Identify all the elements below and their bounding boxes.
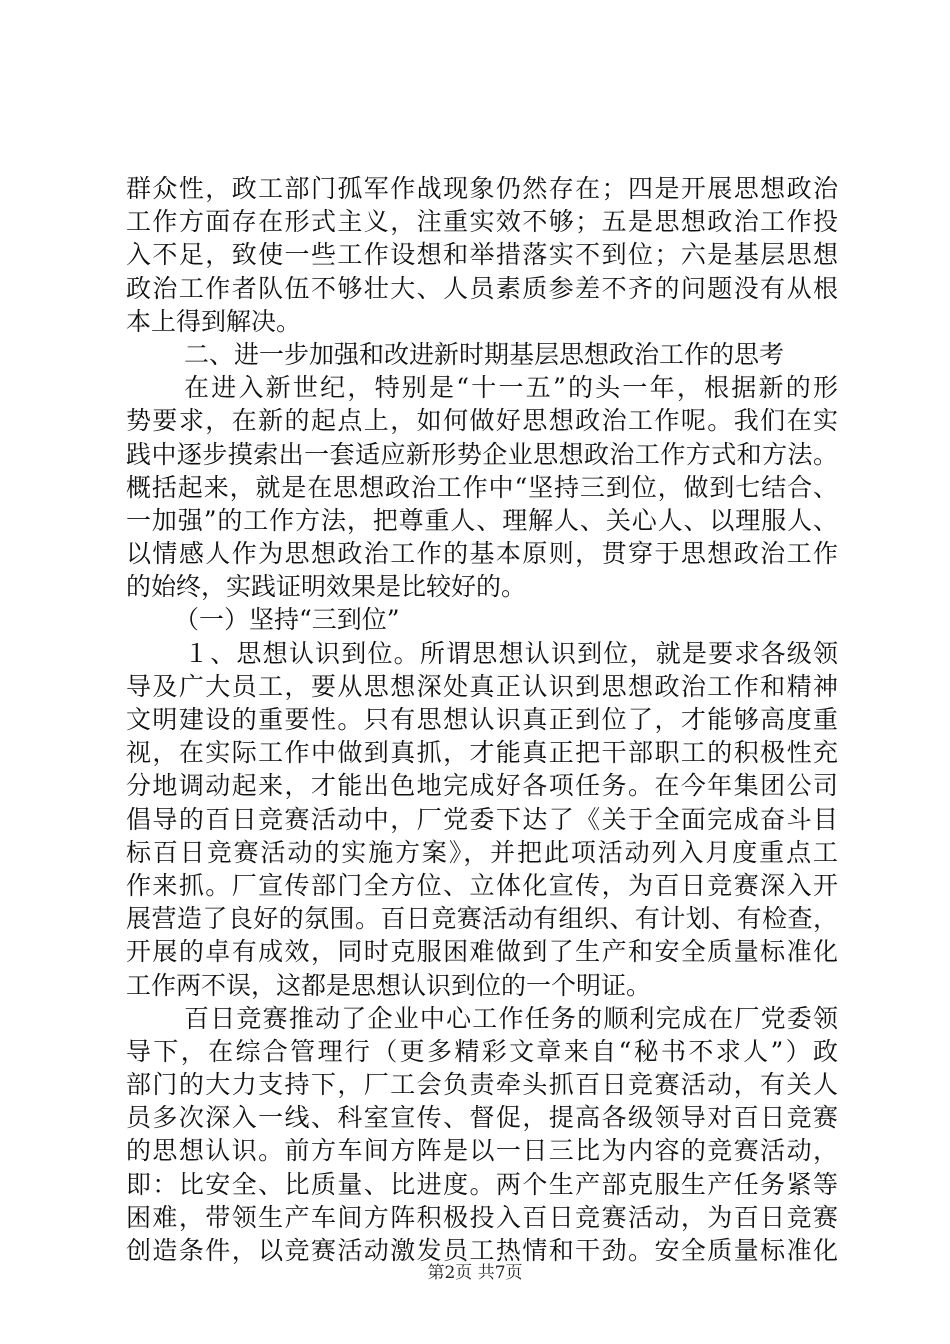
document-body	[126, 172, 838, 1267]
text-line: 作来抓。厂宣传部门全方位、立体化宣传，为百日竞赛深入开	[126, 870, 838, 900]
text-line: 工作两不误，这都是思想认识到位的一个明证。	[126, 970, 652, 1000]
text-line: 一加强”的工作方法，把尊重人、理解人、关心人、以理服人、	[126, 505, 838, 535]
paragraph-first-line: 在进入新世纪，特别是“十一五”的头一年，根据新的形	[184, 373, 838, 403]
subsection-heading: （一）坚持“三到位”	[174, 605, 400, 635]
text-line: 导及广大员工，要从思想深处真正认识到思想政治工作和精神	[126, 671, 838, 701]
text-line: 工作方面存在形式主义，注重实效不够；五是思想政治工作投	[126, 207, 838, 237]
text-line: 员多次深入一线、科室宣传、督促，提高各级领导对百日竞赛	[126, 1103, 838, 1133]
text-line: 创造条件，以竞赛活动激发员工热情和干劲。安全质量标准化	[126, 1236, 838, 1265]
text-line: 势要求，在新的起点上，如何做好思想政治工作呢。我们在实	[126, 406, 838, 436]
paragraph-first-line: １、思想认识到位。所谓思想认识到位，就是要求各级领	[184, 638, 838, 668]
text-line: 导下，在综合管理行（更多精彩文章来自“秘书不求人”）政	[126, 1036, 838, 1066]
text-line: 视，在实际工作中做到真抓，才能真正把干部职工的积极性充	[126, 738, 838, 768]
text-line: 展营造了良好的氛围。百日竞赛活动有组织、有计划、有检查，	[126, 904, 838, 934]
text-line: 倡导的百日竞赛活动中，厂党委下达了《关于全面完成奋斗目	[126, 804, 838, 834]
page-number-footer: 第2页 共7页	[427, 1263, 523, 1283]
text-line: 的始终，实践证明效果是比较好的。	[126, 572, 527, 602]
text-line: 概括起来，就是在思想政治工作中“坚持三到位，做到七结合、	[126, 472, 838, 502]
text-line: 入不足，致使一些工作设想和举措落实不到位；六是基层思想	[126, 240, 838, 270]
text-line: 标百日竞赛活动的实施方案》，并把此项活动列入月度重点工	[126, 837, 838, 867]
text-line: 的思想认识。前方车间方阵是以一日三比为内容的竞赛活动，	[126, 1136, 838, 1166]
text-line: 群众性，政工部门孤军作战现象仍然存在；四是开展思想政治	[126, 174, 838, 203]
text-line: 以情感人作为思想政治工作的基本原则，贯穿于思想政治工作	[126, 539, 838, 569]
text-line: 分地调动起来，才能出色地完成好各项任务。在今年集团公司	[126, 771, 838, 801]
text-line: 困难，带领生产车间方阵积极投入百日竞赛活动，为百日竞赛	[126, 1202, 838, 1232]
text-line: 即：比安全、比质量、比进度。两个生产部克服生产任务紧等	[126, 1169, 838, 1199]
text-line: 文明建设的重要性。只有思想认识真正到位了，才能够高度重	[126, 705, 838, 734]
text-line: 部门的大力支持下，厂工会负责牵头抓百日竞赛活动，有关人	[126, 1070, 838, 1100]
section-heading: 二、进一步加强和改进新时期基层思想政治工作的思考	[184, 339, 785, 369]
text-line: 本上得到解决。	[126, 306, 302, 336]
text-line: 践中逐步摸索出一套适应新形势企业思想政治工作方式和方法。	[126, 439, 838, 469]
text-line: 政治工作者队伍不够壮大、人员素质参差不齐的问题没有从根	[126, 273, 838, 303]
text-line: 开展的卓有成效，同时克服困难做到了生产和安全质量标准化	[126, 937, 838, 967]
paragraph-first-line: 百日竞赛推动了企业中心工作任务的顺利完成在厂党委领	[184, 1003, 838, 1033]
